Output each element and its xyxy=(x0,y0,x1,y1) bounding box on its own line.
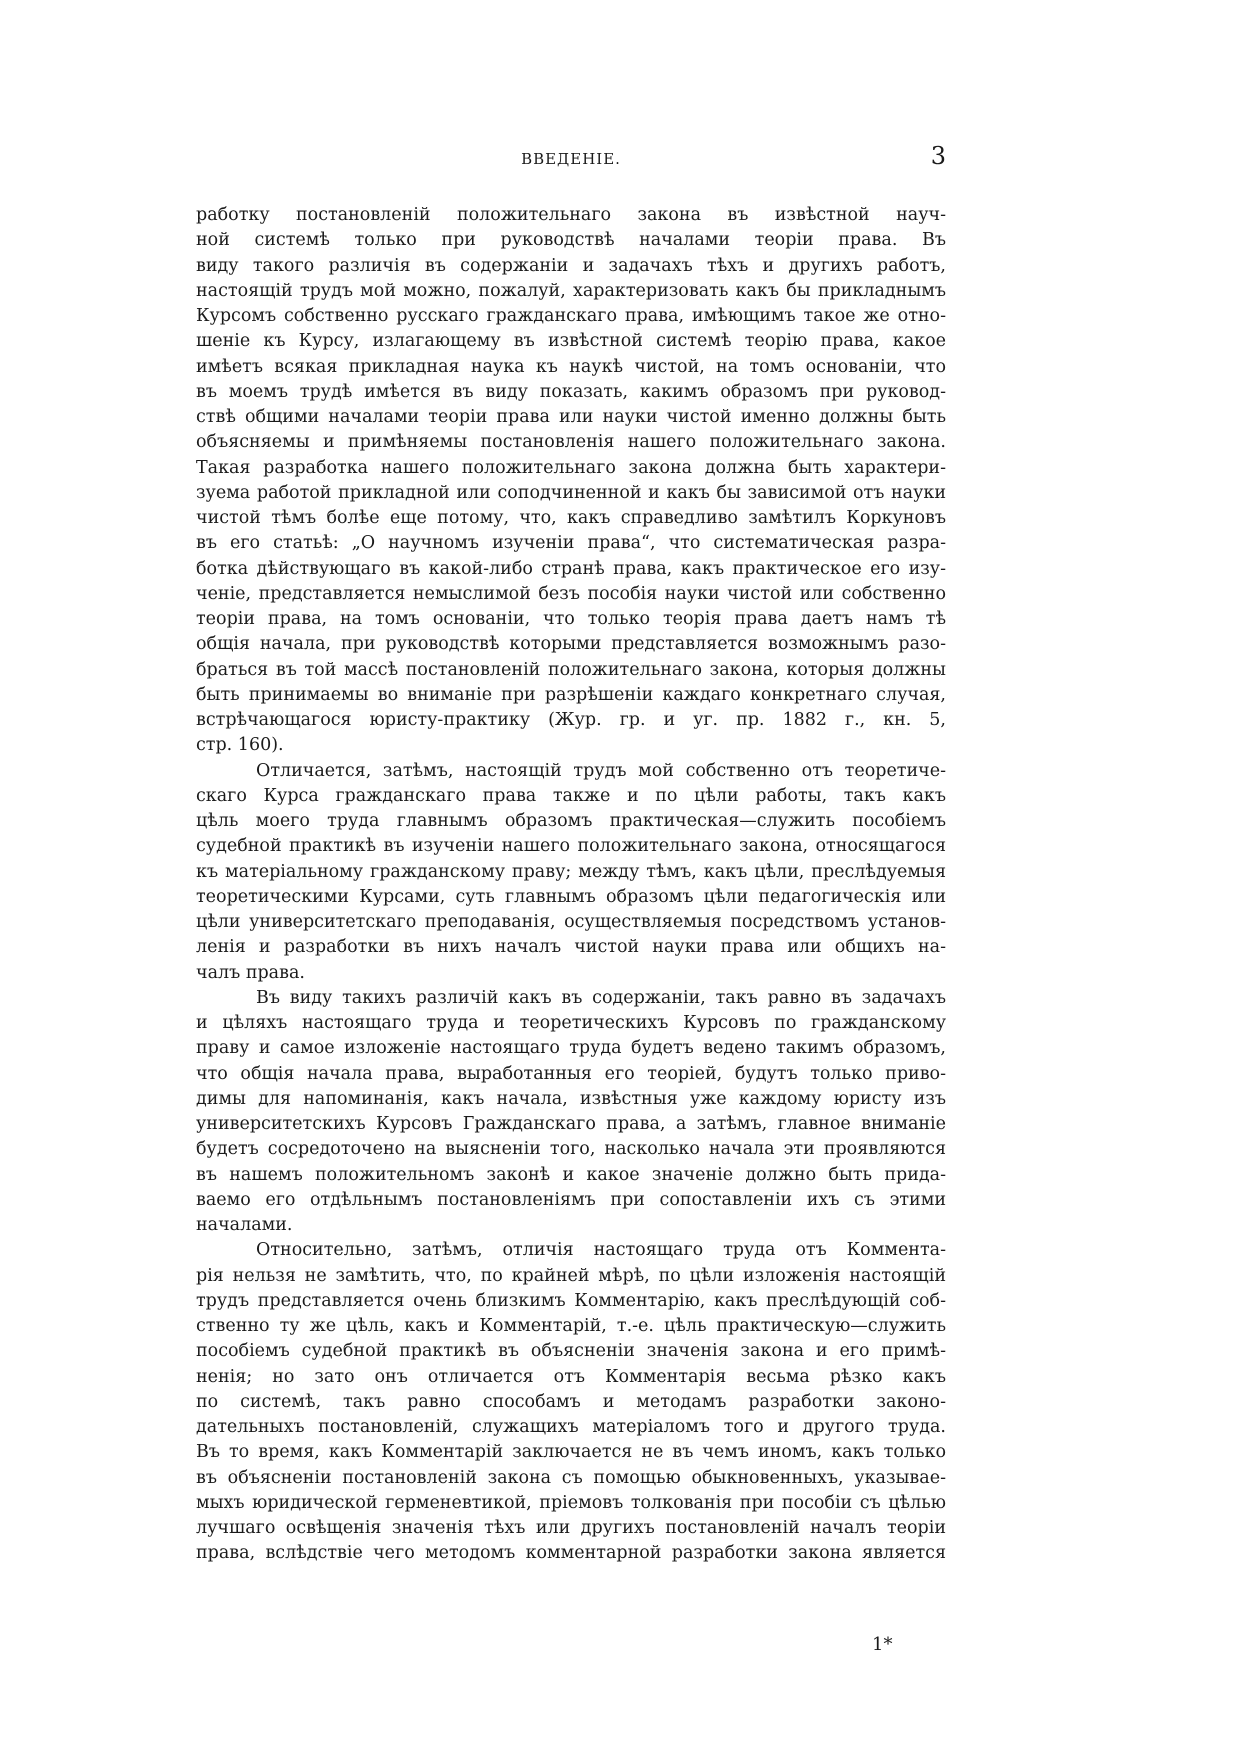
text-line: ленія и разработки въ нихъ началъ чистой науки права или общихъ на- xyxy=(196,937,946,958)
text-line: шеніе къ Курсу, излагающему въ извѣстной системѣ теорію права, какое xyxy=(196,331,946,352)
text-line: началами. xyxy=(196,1215,293,1235)
text-line: димы для напоминанія, какъ начала, извѣстныя уже каждому юристу изъ xyxy=(196,1088,946,1109)
body-text xyxy=(196,203,946,1567)
text-line: дательныхъ постановленій, служащихъ матеріаломъ того и другого труда. xyxy=(196,1417,946,1437)
text-line: лучшаго освѣщенія значенія тѣхъ или другихъ постановленій началъ теоріи xyxy=(196,1518,946,1538)
text-line: настоящій трудъ мой можно, пожалуй, характеризовать какъ бы прикладнымъ xyxy=(196,280,946,301)
text-line: въ объясненіи постановленій закона съ помощью обыкновенныхъ, указывае- xyxy=(196,1467,946,1488)
text-line: ственно ту же цѣль, какъ и Комментарій, т.-е. цѣль практическую—служить xyxy=(196,1316,946,1336)
signature-mark: 1* xyxy=(872,1634,893,1655)
text-line: ствѣ общими началами теоріи права или науки чистой именно должны быть xyxy=(196,407,946,427)
text-line: Отличается, затѣмъ, настоящій трудъ мой собственно отъ теоретиче- xyxy=(256,760,946,781)
text-line: Въ то время, какъ Комментарій заключается не въ чемъ иномъ, какъ только xyxy=(196,1442,946,1463)
text-line: Курсомъ собственно русскаго гражданскаго права, имѣющимъ такое же отно- xyxy=(196,306,946,326)
text-line: праву и самое изложеніе настоящаго труда будетъ ведено такимъ образомъ, xyxy=(196,1038,946,1059)
text-line: и цѣляхъ настоящаго труда и теоретическихъ Курсовъ по гражданскому xyxy=(196,1013,946,1033)
text-line: ной системѣ только при руководствѣ началами теоріи права. Въ xyxy=(196,230,946,251)
text-line: общія начала, при руководствѣ которыми представляется возможнымъ разо- xyxy=(196,634,946,655)
text-line: ченіе, представляется немыслимой безъ пособія науки чистой или собственно xyxy=(196,583,946,604)
text-line: трудъ представляется очень близкимъ Комментарію, какъ преслѣдующій соб- xyxy=(196,1290,946,1311)
text-line: браться въ той массѣ постановленій положительнаго закона, которыя должны xyxy=(196,659,946,680)
text-line: рія нельзя не замѣтить, что, по крайней мѣрѣ, по цѣли изложенія настоящій xyxy=(196,1265,946,1286)
text-line: въ его статьѣ: „О научномъ изученіи права“, что систематическая разра- xyxy=(196,533,946,554)
text-line: мыхъ юридической герменевтикой, пріемовъ толкованія при пособіи съ цѣлью xyxy=(196,1492,946,1513)
text-line: виду такого различія въ содержаніи и задачахъ тѣхъ и другихъ работъ, xyxy=(196,255,946,276)
text-line: имѣетъ всякая прикладная наука къ наукѣ чистой, на томъ основаніи, что xyxy=(196,356,946,377)
text-line: въ моемъ трудѣ имѣется въ виду показать, какимъ образомъ при руковод- xyxy=(196,381,946,402)
text-line: работку постановленій положительнаго закона въ извѣстной науч- xyxy=(196,205,946,225)
running-title: ВВЕДЕНІЕ. xyxy=(521,150,621,168)
text-line: чистой тѣмъ болѣе еще потому, что, какъ справедливо замѣтилъ Коркуновъ xyxy=(196,508,946,528)
text-line: въ нашемъ положительномъ законѣ и какое значеніе должно быть прида- xyxy=(196,1164,946,1185)
text-line: чалъ права. xyxy=(196,962,305,983)
text-line: скаго Курса гражданскаго права также и по цѣли работы, такъ какъ xyxy=(196,785,946,806)
text-line: ненія; но зато онъ отличается отъ Комментарія весьма рѣзко какъ xyxy=(196,1366,946,1387)
text-line: что общія начала права, выработанныя его теоріей, будутъ только приво- xyxy=(196,1063,946,1084)
text-line: цѣль моего труда главнымъ образомъ практическая—служить пособіемъ xyxy=(196,811,946,831)
text-line: Относительно, затѣмъ, отличія настоящаго труда отъ Коммента- xyxy=(256,1240,946,1261)
text-line: къ матеріальному гражданскому праву; между тѣмъ, какъ цѣли, преслѣдуемыя xyxy=(196,861,946,882)
text-line: ваемо его отдѣльнымъ постановленіямъ при сопоставленіи ихъ съ этими xyxy=(196,1189,946,1210)
text-line: встрѣчающагося юристу-практику (Жур. гр. и уг. пр. 1882 г., кн. 5, xyxy=(196,710,946,730)
text-line: ботка дѣйствующаго въ какой-либо странѣ права, какъ практическое его изу- xyxy=(196,558,946,579)
text-line: зуема работой прикладной или соподчиненной и какъ бы зависимой отъ науки xyxy=(196,482,946,503)
text-line: стр. 160). xyxy=(196,735,284,756)
text-line: по системѣ, такъ равно способамъ и методамъ разработки законо- xyxy=(196,1391,946,1412)
page-number: 3 xyxy=(930,142,946,170)
text-line: будетъ сосредоточено на выясненіи того, насколько начала эти проявляются xyxy=(196,1139,946,1160)
text-line: быть принимаемы во вниманіе при разрѣшеніи каждаго конкретнаго случая, xyxy=(196,684,946,705)
running-head xyxy=(196,144,946,174)
text-line: пособіемъ судебной практикѣ въ объясненіи значенія закона и его примѣ- xyxy=(196,1341,946,1362)
text-line: теоріи права, на томъ основаніи, что только теорія права даетъ намъ тѣ xyxy=(196,609,946,629)
text-line: судебной практикѣ въ изученіи нашего положительнаго закона, относящагося xyxy=(196,836,946,857)
text-line: теоретическими Курсами, суть главнымъ образомъ цѣли педагогическія или xyxy=(196,886,946,907)
text-line: права, вслѣдствіе чего методомъ комментарной разработки закона является xyxy=(196,1543,946,1564)
text-line: Такая разработка нашего положительнаго закона должна быть характери- xyxy=(196,457,946,478)
text-line: Въ виду такихъ различій какъ въ содержаніи, такъ равно въ задачахъ xyxy=(256,987,946,1008)
text-line: объясняемы и примѣняемы постановленія нашего положительнаго закона. xyxy=(196,432,946,453)
text-line: университетскихъ Курсовъ Гражданскаго права, а затѣмъ, главное вниманіе xyxy=(196,1114,946,1134)
text-line: цѣли университетскаго преподаванія, осуществляемыя посредствомъ установ- xyxy=(196,912,946,932)
